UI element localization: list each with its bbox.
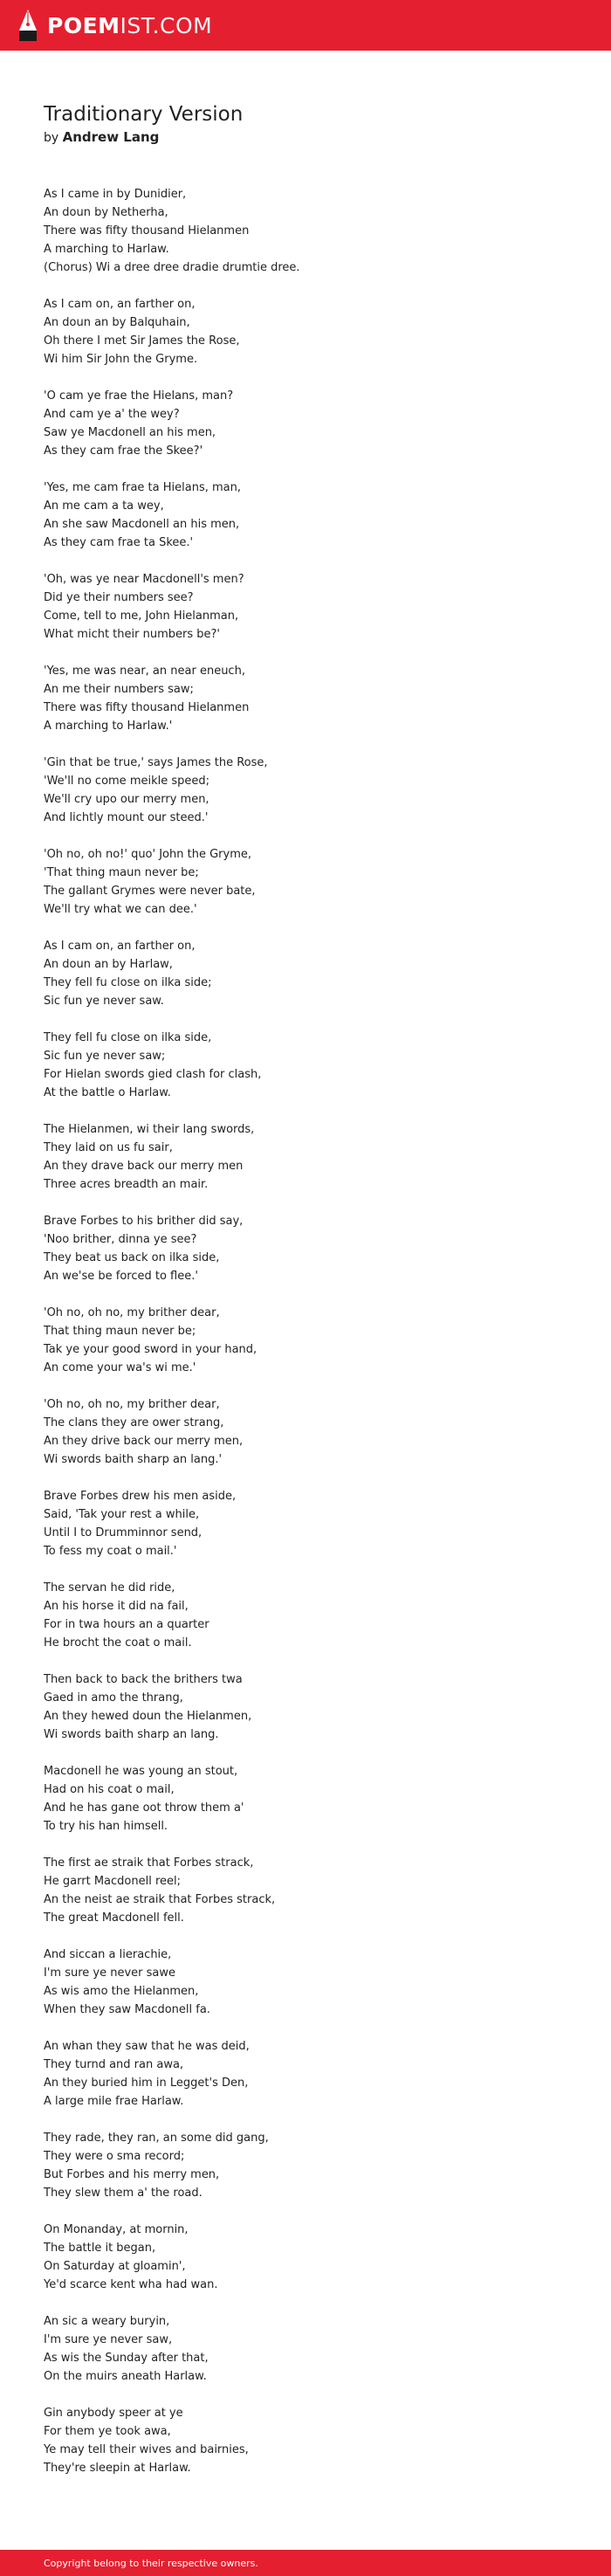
poem-stanza (44, 754, 567, 827)
poem-line: To try his han himsell. (44, 1820, 168, 1833)
site-logo[interactable] (17, 9, 212, 42)
poem-line: Wi him Sir John the Gryme. (44, 353, 198, 366)
poem-line: An me cam a ta wey, (44, 499, 164, 513)
poem-line: The first ae straik that Forbes strack, (44, 1856, 254, 1870)
poem-line: 'O cam ye frae the Hielans, man? (44, 389, 234, 403)
poem-line: Tak ye your good sword in your hand, (44, 1343, 257, 1356)
site-footer (0, 2550, 611, 2576)
poem-line: They were o sma record; (44, 2150, 185, 2163)
poem-stanza (44, 2404, 567, 2477)
poem-line: Sic fun ye never saw; (44, 1050, 166, 1063)
poem-line: We'll try what we can dee.' (44, 903, 197, 916)
poem-line: When they saw Macdonell fa. (44, 2003, 210, 2016)
poem-line: As I cam on, an farther on, (44, 298, 196, 311)
poem-line: An whan they saw that he was deid, (44, 2040, 250, 2053)
poem-line: Did ye their numbers see? (44, 591, 194, 604)
poem-line: As they cam frae the Skee?' (44, 444, 203, 458)
poem-stanza (44, 1854, 567, 1927)
poem-line: As they cam frae ta Skee.' (44, 536, 194, 549)
poem-line: An we'se be forced to flee.' (44, 1270, 198, 1283)
poem-line: Ye may tell their wives and bairnies, (44, 2443, 249, 2456)
poem-line: Brave Forbes drew his men aside, (44, 1490, 237, 1503)
poem-line: Then back to back the brithers twa (44, 1673, 243, 1686)
poem-line: A marching to Harlaw.' (44, 720, 173, 733)
poem-stanza (44, 1946, 567, 2019)
logo-text-light: IST.COM (120, 12, 213, 38)
poem-line: What micht their numbers be?' (44, 628, 220, 641)
poem-stanza (44, 185, 567, 277)
poem-line: The great Macdonell fell. (44, 1911, 184, 1925)
poem-line: They rade, they ran, an some did gang, (44, 2132, 269, 2145)
poem-line: On the muirs aneath Harlaw. (44, 2370, 207, 2383)
poem-stanza (44, 1212, 567, 1285)
poem-line: Three acres breadth an mair. (44, 1178, 209, 1191)
poem-line: We'll cry upo our merry men, (44, 793, 209, 806)
poem-line: Oh there I met Sir James the Rose, (44, 334, 240, 348)
poem-line: Saw ye Macdonell an his men, (44, 426, 216, 439)
poem-line: An come your wa's wi me.' (44, 1361, 196, 1374)
poem-line: (Chorus) Wi a dree dree dradie drumtie dree. (44, 261, 300, 274)
poem-line: 'Oh, was ye near Macdonell's men? (44, 573, 244, 586)
poem-line: 'That thing maun never be; (44, 866, 199, 879)
poem-line: For Hielan swords gied clash for clash, (44, 1068, 262, 1081)
poem-line: A marching to Harlaw. (44, 243, 169, 256)
poem-body (44, 185, 567, 2477)
poem-line: To fess my coat o mail.' (44, 1545, 177, 1558)
poem-stanza (44, 2221, 567, 2294)
poem-line: He brocht the coat o mail. (44, 1636, 192, 1650)
poem-content (44, 101, 567, 2496)
poem-line: At the battle o Harlaw. (44, 1086, 171, 1099)
poem-line: As wis the Sunday after that, (44, 2352, 209, 2365)
poem-stanza (44, 1029, 567, 1102)
poem-line: Said, 'Tak your rest a while, (44, 1508, 200, 1521)
poem-line: An they hewed doun the Hielanmen, (44, 1710, 252, 1723)
pen-nib-icon (17, 9, 38, 42)
poem-line: Gin anybody speer at ye (44, 2407, 183, 2420)
poem-line: On Saturday at gloamin', (44, 2260, 186, 2273)
poem-line: Macdonell he was young an stout, (44, 1765, 238, 1778)
poem-line: As I cam on, an farther on, (44, 940, 196, 953)
poem-line: An they drave back our merry men (44, 1160, 244, 1173)
poem-stanza (44, 1762, 567, 1836)
poem-line: Until I to Drumminnor send, (44, 1526, 203, 1539)
logo-text-bold: POEM (47, 12, 120, 38)
poem-line: There was fifty thousand Hielanmen (44, 224, 250, 238)
poem-line: An me their numbers saw; (44, 683, 194, 696)
poem-line: An they drive back our merry men, (44, 1435, 244, 1448)
poem-line: They're sleepin at Harlaw. (44, 2462, 191, 2475)
poem-line: 'Yes, me cam frae ta Hielans, man, (44, 481, 241, 494)
poem-stanza (44, 1120, 567, 1194)
poem-stanza (44, 1487, 567, 1560)
poem-line: An the neist ae straik that Forbes strack, (44, 1893, 276, 1906)
poem-line: They beat us back on ilka side, (44, 1251, 220, 1264)
poem-stanza (44, 1670, 567, 1744)
poem-line: They laid on us fu sair, (44, 1141, 173, 1154)
poem-line: I'm sure ye never saw, (44, 2333, 173, 2346)
poem-stanza (44, 1304, 567, 1377)
poem-line: And he has gane oot throw them a' (44, 1801, 244, 1815)
poem-author[interactable]: Andrew Lang (62, 129, 160, 145)
poem-line: 'Gin that be true,' says James the Rose, (44, 756, 268, 769)
poem-line: An doun an by Harlaw, (44, 958, 173, 971)
poem-line: Gaed in amo the thrang, (44, 1691, 183, 1705)
poem-title: Traditionary Version (44, 103, 244, 126)
poem-line: But Forbes and his merry men, (44, 2168, 220, 2181)
poem-line: Wi swords baith sharp an lang.' (44, 1453, 223, 1466)
poem-line: An sic a weary buryin, (44, 2315, 170, 2328)
poem-stanza (44, 2129, 567, 2202)
poem-line: Brave Forbes to his brither did say, (44, 1215, 244, 1228)
poem-line: Sic fun ye never saw. (44, 995, 164, 1008)
poem-line: A large mile frae Harlaw. (44, 2095, 184, 2108)
poem-line: An they buried him in Legget's Den, (44, 2077, 249, 2090)
poem-line: I'm sure ye never sawe (44, 1966, 176, 1980)
by-label: by (44, 131, 59, 145)
poem-line: They turnd and ran awa, (44, 2058, 184, 2071)
poem-line: For them ye took awa, (44, 2425, 171, 2438)
poem-line: That thing maun never be; (44, 1325, 196, 1338)
poem-line: He garrt Macdonell reel; (44, 1875, 181, 1888)
poem-stanza (44, 479, 567, 552)
poem-line: And cam ye a' the wey? (44, 408, 180, 421)
poem-stanza (44, 937, 567, 1010)
copyright-text: Copyright belong to their respective owners. (44, 2557, 258, 2569)
poem-line: Come, tell to me, John Hielanman, (44, 610, 239, 623)
poem-line: The Hielanmen, wi their lang swords, (44, 1123, 255, 1136)
poem-stanza (44, 1395, 567, 1469)
poem-line: An doun an by Balquhain, (44, 316, 190, 329)
poem-line: There was fifty thousand Hielanmen (44, 701, 250, 714)
poem-line: The clans they are ower strang, (44, 1416, 224, 1429)
poem-line: An doun by Netherha, (44, 206, 168, 219)
poem-stanza (44, 2312, 567, 2386)
poem-line: The servan he did ride, (44, 1581, 175, 1595)
poem-line: On Monanday, at mornin, (44, 2223, 189, 2236)
poem-line: They slew them a' the road. (44, 2187, 203, 2200)
poem-line: The battle it began, (44, 2242, 156, 2255)
poem-stanza (44, 2037, 567, 2111)
poem-byline (44, 128, 567, 147)
poem-line: They fell fu close on ilka side; (44, 976, 212, 989)
poem-stanza (44, 662, 567, 735)
poem-line: 'We'll no come meikle speed; (44, 775, 210, 788)
poem-line: Wi swords baith sharp an lang. (44, 1728, 219, 1741)
site-header (0, 0, 611, 51)
poem-stanza (44, 1579, 567, 1652)
poem-line: 'Noo brither, dinna ye see? (44, 1233, 197, 1246)
poem-line: Ye'd scarce kent wha had wan. (44, 2278, 218, 2291)
logo-text (47, 12, 213, 38)
poem-line: As wis amo the Hielanmen, (44, 1985, 199, 1998)
poem-line: And siccan a lierachie, (44, 1948, 172, 1961)
poem-line: Had on his coat o mail, (44, 1783, 175, 1796)
poem-line: For in twa hours an a quarter (44, 1618, 209, 1631)
poem-stanza (44, 387, 567, 460)
poem-line: 'Oh no, oh no, my brither dear, (44, 1398, 220, 1411)
poem-line: 'Oh no, oh no, my brither dear, (44, 1306, 220, 1319)
poem-stanza (44, 845, 567, 919)
poem-line: They fell fu close on ilka side, (44, 1031, 212, 1044)
poem-line: 'Yes, me was near, an near eneuch, (44, 665, 245, 678)
poem-line: 'Oh no, oh no!' quo' John the Gryme, (44, 848, 251, 861)
poem-line: The gallant Grymes were never bate, (44, 885, 256, 898)
poem-stanza (44, 295, 567, 368)
poem-stanza (44, 570, 567, 644)
poem-line: An she saw Macdonell an his men, (44, 518, 240, 531)
poem-line: An his horse it did na fail, (44, 1600, 189, 1613)
poem-line: And lichtly mount our steed.' (44, 811, 209, 824)
poem-line: As I came in by Dunidier, (44, 188, 187, 201)
